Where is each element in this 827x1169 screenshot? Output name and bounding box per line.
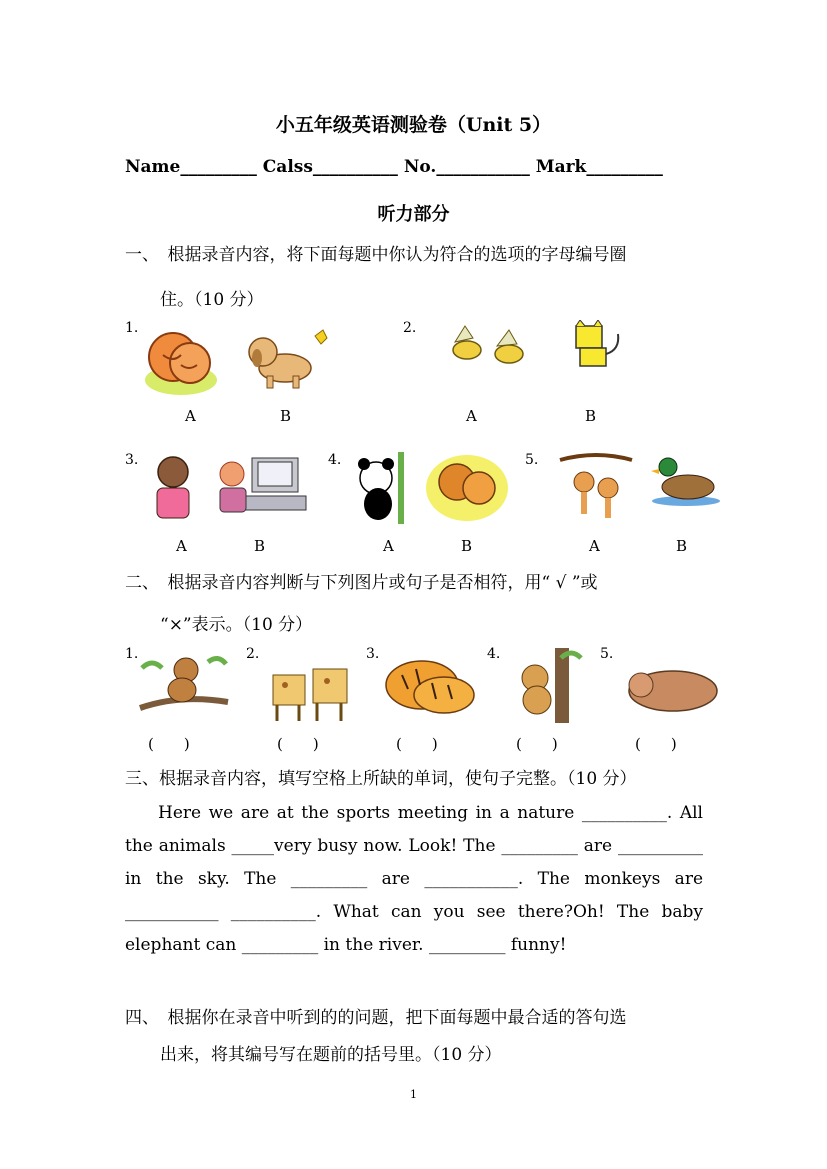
girl-thinking-picture [145,452,203,524]
option-a-label: A [383,537,394,555]
answer-bracket: ( ) [516,735,558,753]
answer-bracket: ( ) [635,735,677,753]
q1-item-number: 4. [328,452,342,468]
q1-item-number: 1. [125,320,139,336]
option-a-label: A [589,537,600,555]
q1-item-number: 2. [403,320,417,336]
computer-picture [212,452,312,522]
q1-item-number: 5. [525,452,539,468]
listening-section-title: 听力部分 [377,204,450,225]
student-info-line: Name_________ Calss__________ No.___________ Mark_________ [125,157,663,177]
q2-item-number: 3. [366,646,380,662]
q4-heading: 四、 根据你在录音中听到的的问题，把下面每题中最合适的答句选 [125,1008,627,1028]
answer-bracket: ( ) [148,735,190,753]
q2-heading-cont: “×”表示。（10 分） [160,615,313,635]
flying-birds-picture [445,322,535,374]
bear-climbing-tree-picture [505,648,585,723]
option-a-label: A [466,407,477,425]
page-title: 小五年级英语测验卷（Unit 5） [275,114,552,136]
q2-item-number: 1. [125,646,139,662]
q1-item-number: 3. [125,452,139,468]
option-a-label: A [185,407,196,425]
q1-heading: 一、 根据录音内容，将下面每题中你认为符合的选项的字母编号圈 [125,245,627,265]
option-b-label: B [461,537,473,555]
q2-item-number: 4. [487,646,501,662]
duck-picture [650,455,722,507]
monkeys-in-tree-picture [138,648,230,723]
option-b-label: B [280,407,292,425]
panda-picture [348,452,416,524]
puppy-butterfly-picture [245,328,333,390]
q2-item-number: 5. [600,646,614,662]
q1-heading-cont: 住。（10 分） [160,290,264,310]
cat-picture [568,320,626,375]
page-number: 1 [410,1088,417,1101]
lion-family-picture [425,452,510,522]
q2-heading: 二、 根据录音内容判断与下列图片或句子是否相符，用“ √ ”或 [125,573,598,593]
answer-bracket: ( ) [396,735,438,753]
tigers-picture [382,645,480,720]
sleeping-bear-picture [617,655,720,715]
giraffes-picture [265,655,355,723]
option-b-label: B [585,407,597,425]
q3-passage: Here we are at the sports meeting in a nature __________. All the animals _____very busy now. Look! The _________ are __________ in the sky. The _________ are ___________. The monkeys are ___________ __________. What can you see there?Oh! The baby elephant can _________ in the river. _________ funny! [125,803,703,955]
option-a-label: A [176,537,187,555]
answer-bracket: ( ) [277,735,319,753]
sleeping-lions-picture [143,325,218,397]
option-b-label: B [676,537,688,555]
q3-heading: 三、根据录音内容，填写空格上所缺的单词，使句子完整。（10 分） [125,769,637,789]
monkeys-swinging-picture [558,452,633,524]
q4-heading-cont: 出来，将其编号写在题前的括号里。（10 分） [160,1045,502,1065]
option-b-label: B [254,537,266,555]
q2-item-number: 2. [246,646,260,662]
